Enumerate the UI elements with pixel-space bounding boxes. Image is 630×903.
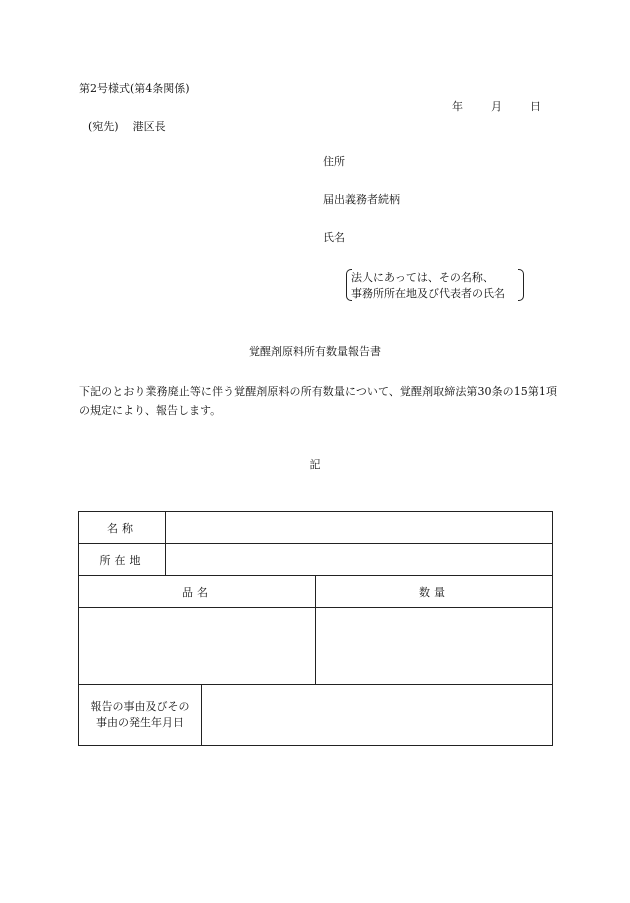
quantity-header-cell: 数量 [316, 576, 553, 608]
applicant-address-label: 住所 [323, 155, 345, 168]
reason-label-line1: 報告の事由及びその [90, 700, 190, 713]
addressee-prefix: (宛先) [88, 120, 119, 133]
reason-value-cell[interactable] [202, 685, 553, 746]
bracket-right [518, 269, 524, 301]
date-month: 月 [491, 100, 502, 113]
document-title: 覚醒剤原料所有数量報告書 [249, 345, 381, 358]
corporate-note-line2: 事務所所在地及び代表者の氏名 [351, 287, 505, 300]
reason-label-cell [79, 685, 202, 746]
document-body: 下記のとおり業務廃止等に伴う覚醒剤原料の所有数量について、覚醒剤取締法第30条の15第1項の規定により、報告します。 [79, 385, 557, 417]
table-row-item [79, 608, 553, 685]
date-year: 年 [452, 100, 463, 113]
report-table [78, 511, 553, 746]
table-row-reason [79, 685, 553, 746]
applicant-name-label: 氏名 [323, 231, 345, 244]
table-row-name [79, 512, 553, 544]
table-row-location [79, 544, 553, 576]
ki-heading: 記 [309, 458, 321, 471]
form-number: 第2号様式(第4条関係) [79, 82, 190, 95]
location-label-cell: 所在地 [79, 544, 166, 576]
date-line [452, 101, 541, 112]
quantity-value-cell[interactable] [316, 608, 553, 685]
item-value-cell[interactable] [79, 608, 316, 685]
corporate-note [346, 268, 524, 302]
corporate-note-line1: 法人にあっては、その名称、 [351, 271, 494, 284]
addressee [88, 121, 166, 132]
date-day: 日 [530, 100, 541, 113]
name-label-cell: 名称 [79, 512, 166, 544]
reason-label-line2: 事由の発生年月日 [96, 716, 184, 729]
addressee-name: 港区長 [132, 120, 166, 133]
applicant-trade-name-label: 届出義務者続柄 [323, 193, 400, 206]
name-value-cell[interactable] [166, 512, 553, 544]
item-header-cell: 品名 [79, 576, 316, 608]
location-value-cell[interactable] [166, 544, 553, 576]
table-row-header [79, 576, 553, 608]
